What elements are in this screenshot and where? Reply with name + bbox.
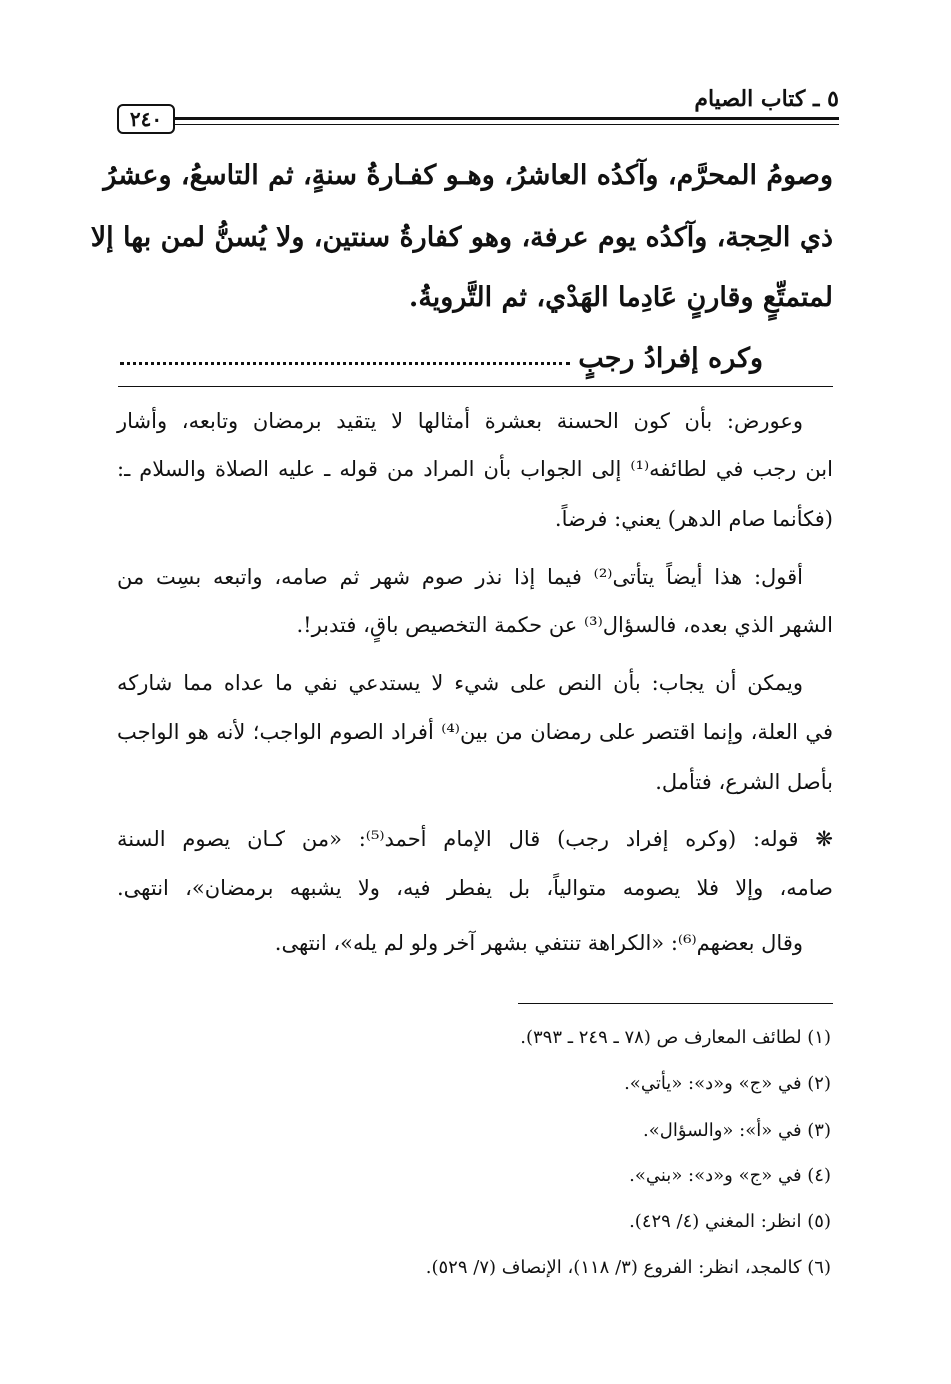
sharh-line: في العلة، وإنما اقتصر على رمضان من بين⁽⁴⁾ أفراد الصوم الواجب؛ لأنه هو الواجب	[117, 720, 833, 744]
footnote: (٥) انظر: المغني (٤/ ٤٢٩).	[629, 1211, 831, 1232]
matn-separator	[118, 386, 833, 387]
page-number: ٢٤٠	[117, 104, 175, 134]
sharh-line: وقال بعضهم⁽⁶⁾: «الكراهة تنتفي بشهر آخر ولو لم يله»، انتهى.	[274, 931, 803, 955]
sharh-line: أقول: هذا أيضاً يتأتى⁽²⁾ فيما إذا نذر صوم شهر ثم صامه، واتبعه بسِت من	[117, 565, 804, 589]
footnote: (١) لطائف المعارف ص (٧٨ ـ ٢٤٩ ـ ٣٩٣).	[520, 1027, 831, 1048]
sharh-line: وعورض: بأن كون الحسنة بعشرة أمثالها لا يتقيد برمضان وتابعه، وأشار	[117, 409, 803, 433]
footnote-separator	[518, 1003, 833, 1004]
footnote: (٦) كالمجد، انظر: الفروع (٣/ ١١٨)، الإنصاف (٧/ ٥٢٩).	[425, 1257, 831, 1278]
sharh-line: ابن رجب في لطائفه⁽¹⁾ إلى الجواب بأن المراد من قوله ـ عليه الصلاة والسلام ـ:	[117, 457, 833, 481]
matn-line: ذي الحِجة، وآكدُه يوم عرفة، وهو كفارةُ سنتين، ولا يُسنُّ لمن بها إلا	[90, 222, 833, 253]
matn-line: وكره إفرادُ رجبٍ	[578, 343, 763, 374]
matn-line: وصومُ المحرَّم، وآكدُه العاشرُ، وهـو كفـارةُ سنةٍ، ثم التاسعُ، وعشرُ	[103, 160, 833, 191]
header-rule-thin	[175, 124, 839, 125]
footnote: (٤) في «ج» و«د»: «بني».	[629, 1165, 831, 1186]
header-rule-thick	[175, 117, 839, 120]
sharh-line: (فكأنما صام الدهر) يعني: فرضاً.	[554, 507, 833, 531]
dotted-leader	[120, 350, 570, 365]
matn-line: لمتمتِّعٍ وقارنٍ عَادِما الهَدْي، ثم التَّرويةُ.	[408, 282, 833, 313]
footnote: (٣) في «أ»: «والسؤال».	[643, 1120, 831, 1141]
sharh-line: الشهر الذي بعده، فالسؤال⁽³⁾ عن حكمة التخصيص باقٍ، فتدبر!.	[296, 613, 833, 637]
sharh-line: بأصل الشرع، فتأمل.	[655, 770, 833, 794]
chapter-title: ٥ ـ كتاب الصيام	[694, 86, 839, 112]
sharh-line: ❋ قوله: (وكره إفراد رجب) قال الإمام أحمد⁽⁵⁾: «من كـان يصوم السنة	[117, 827, 833, 851]
footnote: (٢) في «ج» و«د»: «يأتي».	[624, 1073, 831, 1094]
sharh-line: صامه، وإلا فلا يصومه متوالياً، بل يفطر فيه، ولا يشبهه برمضان»، انتهى.	[117, 876, 833, 900]
sharh-line: ويمكن أن يجاب: بأن النص على شيء لا يستدعي نفي ما عداه مما شاركه	[117, 671, 803, 695]
